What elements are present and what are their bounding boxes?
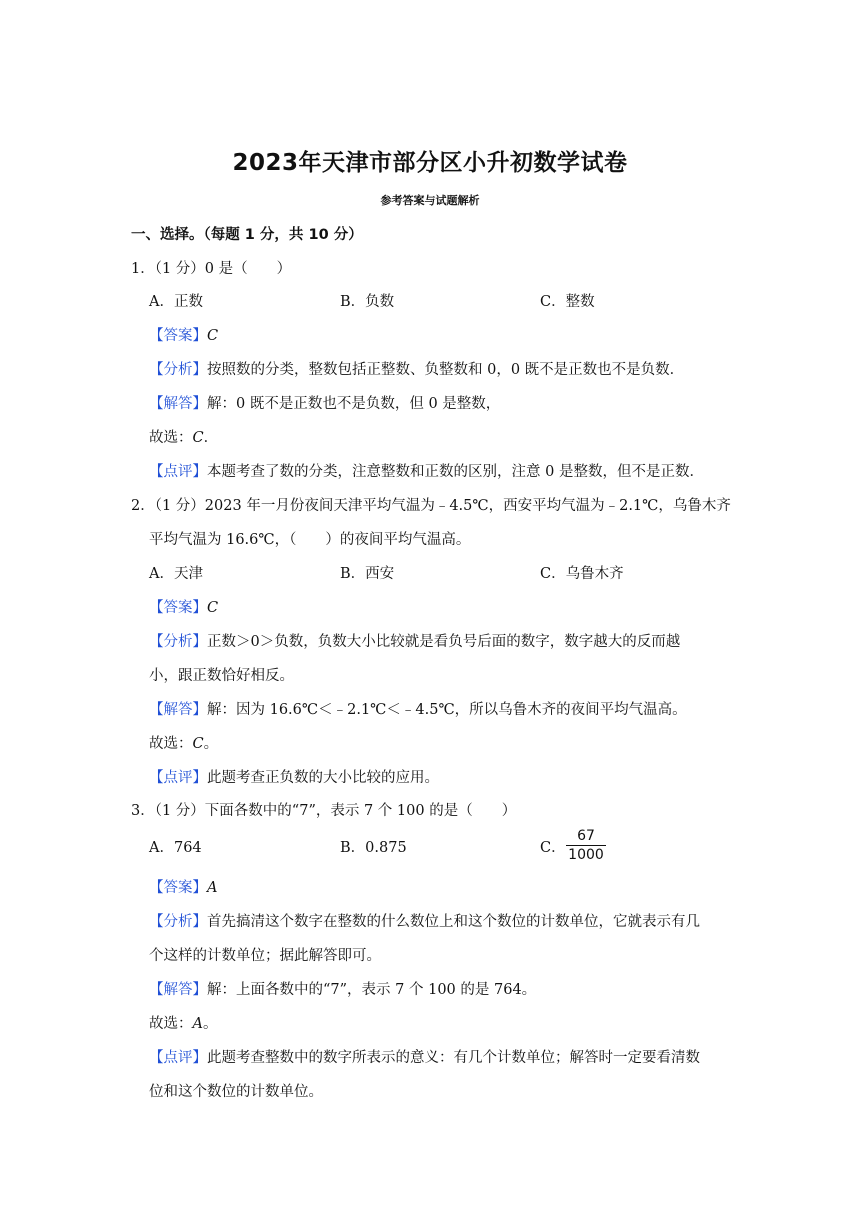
q1-stem: 1．（1 分）0 是（ ）	[131, 261, 292, 277]
q2-answer-line	[149, 598, 218, 618]
q2-option-b: B．西安	[340, 566, 395, 582]
fraction-numerator: 67	[577, 828, 595, 844]
solution-tag: 【解答】	[149, 702, 207, 718]
q1-analysis: 按照数的分类，整数包括正整数、负整数和 0，0 既不是正数也不是负数．	[207, 362, 685, 378]
answer-tag: 【答案】	[149, 328, 207, 344]
q3-analysis-line2: 个这样的计数单位；据此解答即可。	[149, 948, 381, 964]
q3-solution-line	[149, 980, 536, 1000]
q2-stem-line2: 平均气温为 16.6℃，（ ）的夜间平均气温高。	[149, 532, 471, 548]
solution-tag: 【解答】	[149, 982, 207, 998]
fraction-denominator: 1000	[568, 847, 604, 863]
section-heading: 一、选择。（每题 1 分，共 10 分）	[131, 227, 363, 243]
q3-option-c-fraction	[566, 828, 606, 863]
q2-option-a: A．天津	[149, 566, 203, 582]
fraction-bar	[566, 845, 606, 846]
q2-choose-value: C	[192, 736, 204, 752]
q1-solution-line	[149, 394, 500, 414]
q3-option-a: A．764	[149, 840, 202, 856]
q1-choose-prefix: 故选：	[149, 430, 193, 446]
q2-answer: C	[207, 600, 219, 616]
q2-stem-line1: 2．（1 分）2023 年一月份夜间天津平均气温为﹣4.5℃，西安平均气温为﹣2.1℃，乌鲁木齐	[131, 498, 731, 514]
q3-answer-line	[149, 878, 217, 898]
q3-choose-prefix: 故选：	[149, 1016, 193, 1032]
q2-analysis-line2: 小，跟正数恰好相反。	[149, 668, 294, 684]
q3-comment-line1	[149, 1048, 700, 1068]
solution-tag: 【解答】	[149, 396, 207, 412]
comment-tag: 【点评】	[149, 1050, 207, 1066]
q2-choose-line	[149, 734, 218, 754]
q1-choose-suffix: ．	[203, 430, 219, 446]
q1-comment: 本题考查了数的分类，注意整数和正数的区别，注意 0 是整数，但不是正数．	[207, 464, 704, 480]
q3-choose-line	[149, 1014, 217, 1034]
q3-analysis-1: 首先搞清这个数字在整数的什么数位上和这个数位的计数单位，它就表示有几	[207, 914, 700, 930]
q2-solution: 解：因为 16.6℃＜﹣2.1℃＜﹣4.5℃，所以乌鲁木齐的夜间平均气温高。	[207, 702, 687, 718]
q1-option-c: C．整数	[540, 294, 595, 310]
q3-analysis-line1	[149, 912, 700, 932]
answer-tag: 【答案】	[149, 880, 207, 896]
q2-analysis-1: 正数＞0＞负数，负数大小比较就是看负号后面的数字，数字越大的反而越	[207, 634, 681, 650]
q1-choose-line	[149, 428, 218, 448]
q3-solution: 解：上面各数中的“7”，表示 7 个 100 的是 764。	[207, 982, 537, 998]
q1-comment-line	[149, 462, 704, 482]
q2-option-c: C．乌鲁木齐	[540, 566, 624, 582]
analysis-tag: 【分析】	[149, 362, 207, 378]
q3-comment-1: 此题考查整数中的数字所表示的意义：有几个计数单位；解答时一定要看清数	[207, 1050, 700, 1066]
q2-comment: 此题考查正负数的大小比较的应用。	[207, 770, 439, 786]
q1-answer-line	[149, 326, 218, 346]
q2-analysis-line1	[149, 632, 680, 652]
q3-option-b: B．0.875	[340, 840, 407, 856]
q1-option-b: B．负数	[340, 294, 395, 310]
comment-tag: 【点评】	[149, 464, 207, 480]
q3-choose-value: A	[192, 1016, 203, 1032]
q1-choose-value: C	[192, 430, 204, 446]
comment-tag: 【点评】	[149, 770, 207, 786]
q2-choose-suffix: 。	[203, 736, 219, 752]
q3-stem: 3．（1 分）下面各数中的“7”，表示 7 个 100 的是（ ）	[131, 803, 517, 819]
q3-comment-line2: 位和这个数位的计数单位。	[149, 1084, 323, 1100]
q2-comment-line	[149, 768, 439, 788]
q3-option-c: C．	[540, 840, 566, 856]
page-title: 2023年天津市部分区小升初数学试卷	[232, 150, 628, 176]
answer-tag: 【答案】	[149, 600, 207, 616]
q1-analysis-line	[149, 360, 684, 380]
q1-solution: 解：0 既不是正数也不是负数，但 0 是整数，	[207, 396, 501, 412]
analysis-tag: 【分析】	[149, 914, 207, 930]
q3-choose-suffix: 。	[202, 1016, 218, 1032]
page-subtitle: 参考答案与试题解析	[380, 194, 480, 207]
q2-choose-prefix: 故选：	[149, 736, 193, 752]
q3-answer: A	[207, 880, 218, 896]
q1-option-a: A．正数	[149, 294, 203, 310]
q2-solution-line	[149, 700, 687, 720]
analysis-tag: 【分析】	[149, 634, 207, 650]
q1-answer: C	[207, 328, 219, 344]
